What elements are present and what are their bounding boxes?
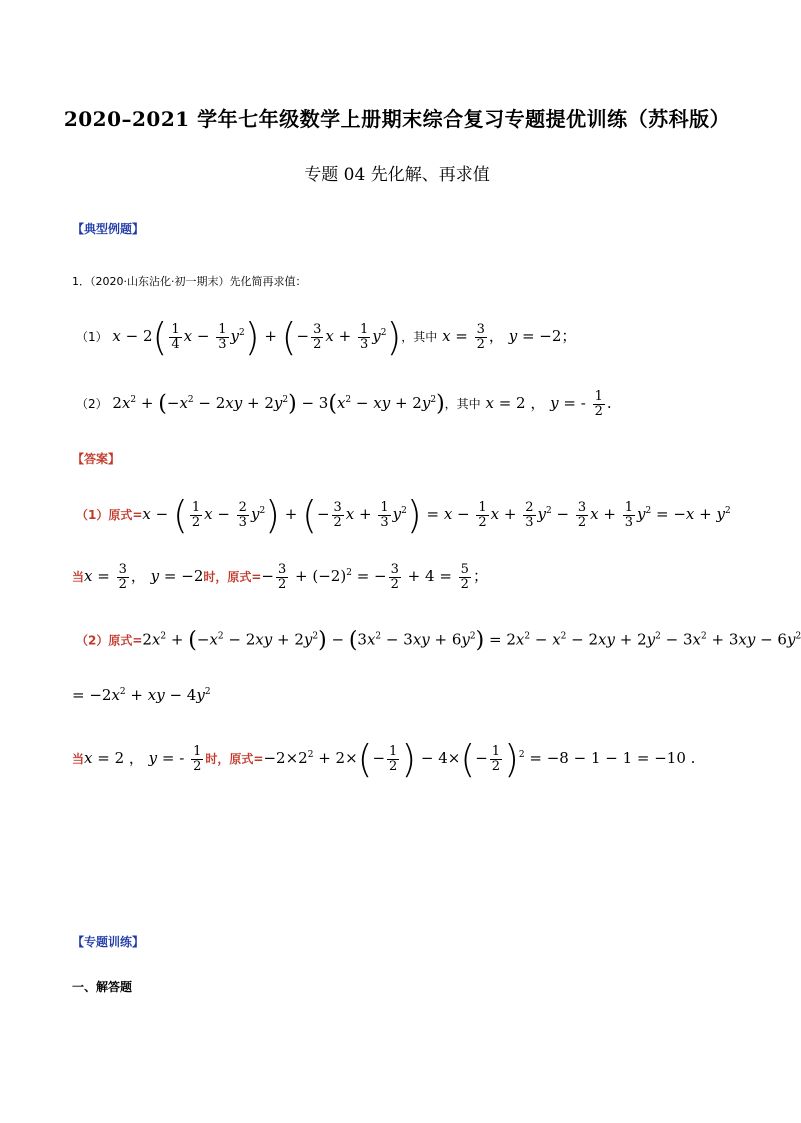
problem-1-where: ，其中 <box>401 330 438 344</box>
page-title: 2020–2021 学年七年级数学上册期末综合复习专题提优训练（苏科版） <box>63 107 731 131</box>
answer-2-shi: 时，原式= <box>205 752 264 766</box>
answer-2-evaluate: 当x = 2 ， y = - $\frac{1}{2}$ 时，原式$=-2\times 2^2 + 2\times(-$ $\frac{1}{2}$ ) − 4×(− $\frac{1}{2}$ )$^2$ = −8 − 1 − 1 = −10 . <box>72 737 696 781</box>
section-label-training: 【专题训练】 <box>72 935 145 949</box>
answer-1-evaluate: 当x = $\frac{3}{2}$ ， y = −2时，原式=− $\frac{3}{2}$ + $(-2)^2$ = − $\frac{3}{2}$ + 4 = $\frac{5}{2}$ ； <box>72 562 488 592</box>
problem-2-label: （2） <box>76 397 108 412</box>
answer-2-when: 当 <box>72 752 85 766</box>
problem-1: （1） x − 2( $\frac{1}{4}$ x − $\frac{1}{3}$ $y^2$) + (− $\frac{3}{2}$ x + $\frac{1}{3}$ $y^2$)，其中 x = $\frac{3}{2}$ ， y = −2； <box>76 315 577 359</box>
answer-1-prefix: （1）原式= <box>76 508 143 522</box>
section-label-answer: 【答案】 <box>72 452 121 466</box>
answer-1-when: 当 <box>72 570 85 585</box>
question-intro: 1．（2020·山东沾化·初一期末）先化简再求值： <box>72 275 307 288</box>
answer-2-prefix: （2）原式= <box>76 633 143 648</box>
problem-1-label: （1） <box>76 330 108 344</box>
answer-2-result: = $-2x^2$ + xy − $4y^2$ <box>72 686 211 704</box>
answer-2-simplify: （2）原式$=2x^2 + (-x^2 - 2xy + 2y^2) - (3x^2 - 3xy + 6y^2) = 2x^2 - x^2 - 2xy + 2y^2 - 3x^2 + 3xy - 6y^2$ <box>76 628 801 653</box>
answer-1-simplify: （1）原式=x − ( $\frac{1}{2}$ x − $\frac{2}{3}$ $y^2$) + (− $\frac{3}{2}$ x + $\frac{1}{3}$ $y^2) = x$ − $\frac{1}{2}$ x + $\frac{2}{3}$ $y^2$ − $\frac{3}{2}$ x + $\frac{1}{3}$ $y^2 = -x + y^2$ <box>76 493 731 537</box>
section-label-examples: 【典型例题】 <box>72 222 145 236</box>
page-subtitle: 专题 04 先化解、再求值 <box>304 165 490 185</box>
problem-2-where: ，其中 <box>444 397 481 412</box>
problem-2: （2） $2x^2 + (-x^2 - 2xy + 2y^2) - 3(x^2$ − xy + $2y^2$)，其中 x = 2 ， y = - $\frac{1}{2}$ . <box>76 389 612 419</box>
subsection-label: 一、解答题 <box>72 980 133 994</box>
answer-1-shi: 时，原式= <box>203 570 262 585</box>
